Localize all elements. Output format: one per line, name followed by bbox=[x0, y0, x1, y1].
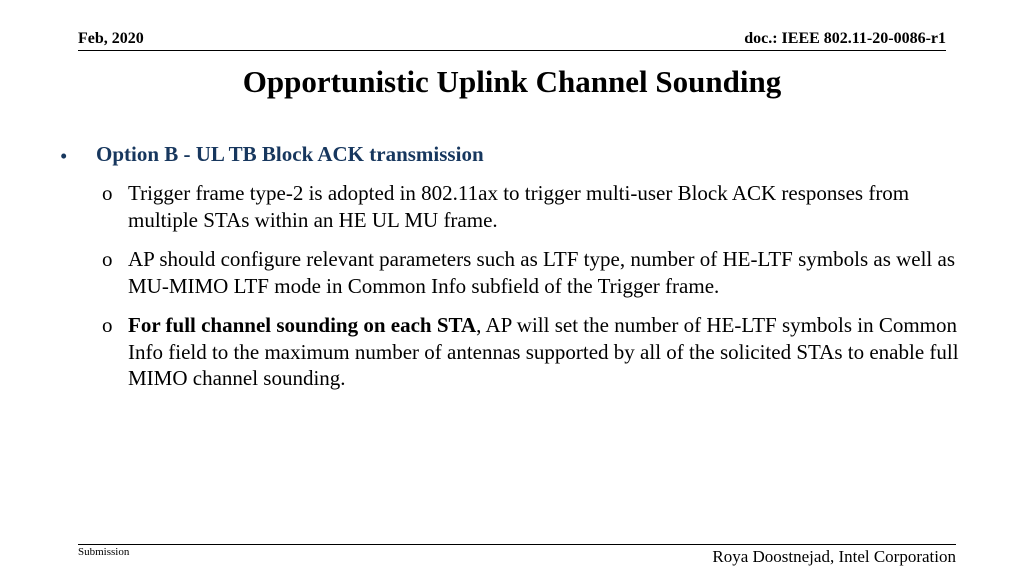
bullet-marker: • bbox=[60, 144, 68, 168]
footer-divider bbox=[78, 544, 956, 545]
bullet-option-b: Option B - UL TB Block ACK transmission bbox=[96, 142, 484, 166]
sub-bullet-3 bbox=[102, 312, 972, 392]
slide-title: Opportunistic Uplink Channel Sounding bbox=[242, 64, 782, 99]
sub-bullet-bold-text: For full channel sounding on each STA bbox=[128, 313, 477, 337]
sub-bullet-marker: o bbox=[102, 313, 113, 337]
sub-bullet-text: AP should configure relevant parameters such as LTF type, number of HE-LTF symbols as well as MU-MIMO LTF mode in Common Info subfield of the Trigger frame. bbox=[128, 247, 956, 298]
header-divider bbox=[78, 50, 946, 51]
footer-submission: Submission bbox=[78, 546, 130, 558]
header-date: Feb, 2020 bbox=[78, 30, 144, 47]
header-doc-id: doc.: IEEE 802.11-20-0086-r1 bbox=[744, 30, 946, 47]
sub-bullet-text: Trigger frame type-2 is adopted in 802.11ax to trigger multi-user Block ACK responses from multiple STAs within an HE UL MU frame. bbox=[128, 181, 910, 232]
footer-author: Roya Doostnejad, Intel Corporation bbox=[712, 547, 956, 566]
sub-bullet-list bbox=[102, 180, 972, 405]
sub-bullet-marker: o bbox=[102, 247, 113, 271]
sub-bullet-marker: o bbox=[102, 181, 113, 205]
sub-bullet-text: , AP will set the number of HE-LTF symbols in Common Info field to the maximum number of antennas supported by all of the solicited STAs to enable full MIMO channel sounding. bbox=[128, 313, 959, 390]
sub-bullet-2 bbox=[102, 246, 972, 299]
sub-bullet-1 bbox=[102, 180, 972, 233]
